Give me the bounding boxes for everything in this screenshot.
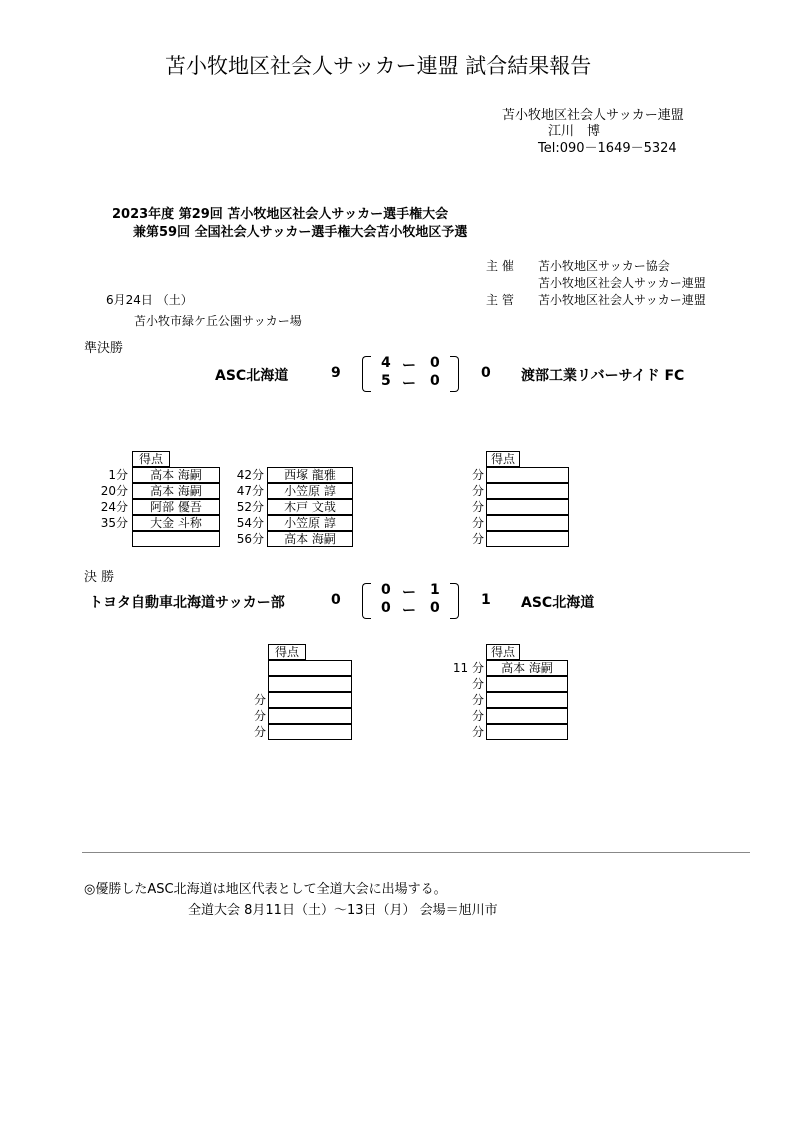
sender-tel: Tel:090－1649－5324 [538,141,677,156]
scorer-name: 阿部 優吾 [132,499,220,515]
page-title: 苫小牧地区社会人サッカー連盟 試合結果報告 [165,54,592,78]
semifinal-half2-right: 0 [430,373,440,389]
semifinal-bracket-left [362,356,371,392]
scorer-minute: 1分 [108,468,128,482]
scorer-name [486,515,569,531]
semifinal-team-right: 渡部工業リバーサイド FC [521,368,685,384]
scorer-minute: 分 [471,516,484,530]
final-right-score-header: 得点 [486,644,520,660]
semifinal-half2-left: 5 [381,373,391,389]
scorer-name [486,692,568,708]
scorer-minute: 分 [471,500,484,514]
scorer-minute: 分 [471,709,484,723]
sender-org: 苫小牧地区社会人サッカー連盟 [502,108,684,123]
scorer-name [486,499,569,515]
scorer-name [486,483,569,499]
scorer-minute: 35分 [100,516,128,530]
scorer-name: 高本 海嗣 [267,531,353,547]
semifinal-team-left: ASC北海道 [215,368,289,384]
scorer-name: 木戸 文哉 [267,499,353,515]
scorer-minute: 47分 [236,484,264,498]
final-half1-left: 0 [381,582,391,598]
scorer-name: 高本 海嗣 [132,483,220,499]
scorer-name [268,724,352,740]
scorer-name [268,692,352,708]
manage: 苫小牧地区社会人サッカー連盟 [538,293,706,307]
venue: 苫小牧市緑ケ丘公園サッカー場 [134,314,302,328]
scorer-name [268,676,352,692]
semifinal-half1-left: 4 [381,355,391,371]
semifinal-bracket-right [450,356,459,392]
scorer-name [268,660,352,676]
scorer-name: 高本 海嗣 [132,467,220,483]
scorer-minute: 分 [471,468,484,482]
semifinal-total-right: 0 [481,365,491,381]
semifinal-total-left: 9 [331,365,341,381]
semifinal-label: 準決勝 [84,341,124,356]
scorer-minute: 分 [253,709,266,723]
scorer-minute: 分 [471,532,484,546]
scorer-minute: 分 [471,677,484,691]
final-dash-2: ー [402,603,416,619]
manage-label: 主 管 [486,293,514,307]
sender-name: 江川 博 [548,124,601,139]
scorer-minute: 54分 [236,516,264,530]
final-left-score-header: 得点 [268,644,306,660]
final-dash-1: ー [402,585,416,601]
host-label: 主 催 [486,259,514,273]
final-label: 決 勝 [84,570,115,585]
scorer-minute: 42分 [236,468,264,482]
final-bracket-right [450,583,459,619]
match-date: 6月24日 （土） [106,293,193,307]
semifinal-dash-2: ー [402,376,416,392]
scorer-name [486,676,568,692]
scorer-minute: 分 [253,693,266,707]
final-team-left: トヨタ自動車北海道サッカー部 [89,595,285,611]
semifinal-dash-1: ー [402,358,416,374]
tournament-line1: 2023年度 第29回 苫小牧地区社会人サッカー選手権大会 [112,207,449,222]
scorer-minute: 分 [471,725,484,739]
note-line2: 全道大会 8月11日（土）～13日（月） 会場＝旭川市 [188,903,498,918]
final-total-left: 0 [331,592,341,608]
scorer-minute: 56分 [236,532,264,546]
scorer-name [486,531,569,547]
scorer-minute: 20分 [100,484,128,498]
scorer-name [486,708,568,724]
scorer-minute: 24分 [100,500,128,514]
scorer-name [268,708,352,724]
scorer-name [486,724,568,740]
scorer-name [486,467,569,483]
final-team-right: ASC北海道 [521,595,595,611]
semifinal-half1-right: 0 [430,355,440,371]
host-2: 苫小牧地区社会人サッカー連盟 [538,276,706,290]
scorer-name: 高本 海嗣 [486,660,568,676]
final-bracket-left [362,583,371,619]
final-half2-left: 0 [381,600,391,616]
scorer-name: 大金 斗称 [132,515,220,531]
divider-line [82,852,750,853]
scorer-minute: 分 [253,725,266,739]
host-1: 苫小牧地区サッカー協会 [538,259,670,273]
scorer-name: 西塚 龍雅 [267,467,353,483]
scorer-name: 小笠原 諄 [267,515,353,531]
scorer-name [132,531,220,547]
final-half1-right: 1 [430,582,440,598]
semifinal-right-score-header: 得点 [486,451,520,467]
scorer-minute: 52分 [236,500,264,514]
tournament-line2: 兼第59回 全国社会人サッカー選手権大会苫小牧地区予選 [133,225,468,240]
final-total-right: 1 [481,592,491,608]
scorer-minute: 11 分 [452,661,484,675]
scorer-minute: 分 [471,484,484,498]
scorer-minute: 分 [471,693,484,707]
final-half2-right: 0 [430,600,440,616]
note-line1: ◎優勝したASC北海道は地区代表として全道大会に出場する。 [84,882,447,897]
semifinal-left-score-header: 得点 [132,451,170,467]
scorer-name: 小笠原 諄 [267,483,353,499]
